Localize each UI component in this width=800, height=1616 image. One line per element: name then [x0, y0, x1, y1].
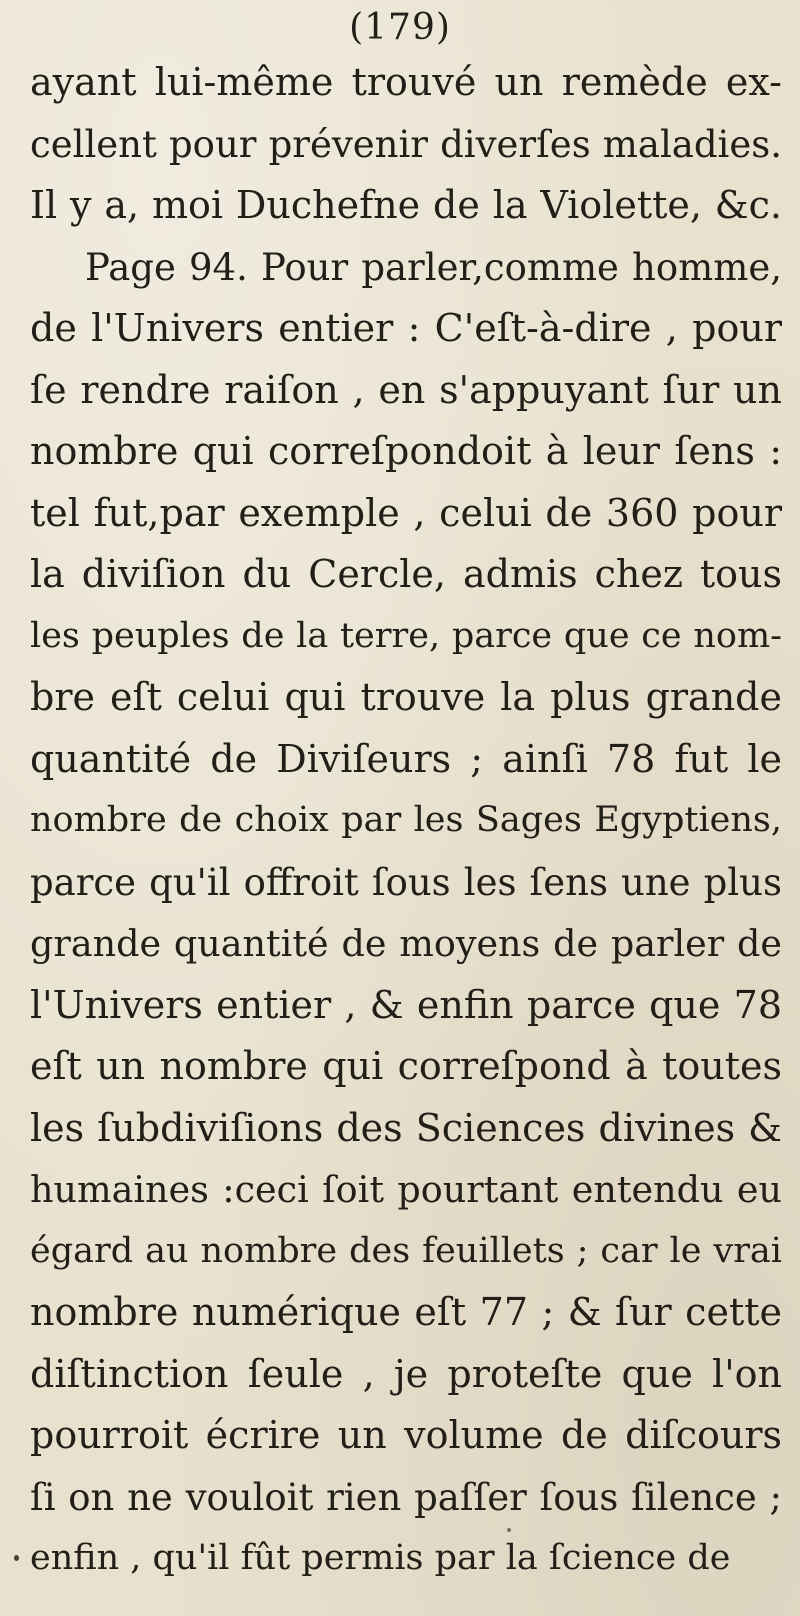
text-line-4: Page 94. Pour parler,comme homme, — [85, 245, 782, 289]
text-line-20: égard au nombre des feuillets ; car le vrai — [30, 1230, 782, 1271]
text-line-11: bre eſt celui qui trouve la plus grande — [30, 675, 782, 719]
text-line-2: cellent pour prévenir diverſes maladies. — [30, 122, 782, 166]
text-line-24: ſi on ne vouloit rien paſſer ſous ſilence ; — [30, 1475, 782, 1519]
text-line-5: de l'Univers entier : C'eſt-à-dire , pour — [30, 306, 782, 350]
text-line-21: nombre numérique eſt 77 ; & ſur cette — [30, 1290, 782, 1334]
text-line-13: nombre de choix par les Sages Egyptiens, — [30, 800, 782, 840]
text-line-19: humaines :ceci ſoit pourtant entendu eu — [30, 1168, 782, 1211]
text-line-10: les peuples de la terre, parce que ce nom- — [30, 615, 782, 656]
text-line-23: pourroit écrire un volume de diſcours — [30, 1413, 782, 1457]
text-line-25: enfin , qu'il fût permis par la ſcience de — [30, 1538, 731, 1578]
text-line-8: tel fut,par exemple , celui de 360 pour — [30, 490, 782, 535]
text-line-1: ayant lui-même trouvé un remède ex- — [30, 60, 782, 104]
text-line-22: diſtinction ſeule , je proteſte que l'on — [30, 1351, 782, 1396]
text-line-15: grande quantité de moyens de parler de — [30, 922, 782, 965]
text-line-18: les ſubdiviſions des Sciences divines & — [30, 1105, 782, 1150]
body-text — [30, 52, 782, 1590]
text-line-6: ſe rendre raiſon , en s'appuyant ſur un — [30, 367, 782, 412]
text-line-7: nombre qui correſpondoit à leur ſens : — [30, 429, 782, 473]
ink-speck — [14, 1555, 19, 1561]
text-line-12: quantité de Diviſeurs ; ainſi 78 fut le — [30, 736, 782, 781]
text-line-3: Il y a, moi Duchefne de la Violette, &c. — [30, 183, 782, 227]
ink-speck — [507, 1528, 511, 1532]
text-line-9: la diviſion du Cercle, admis chez tous — [30, 552, 782, 596]
page-number: (179) — [349, 7, 451, 48]
text-line-17: eſt un nombre qui correſpond à toutes — [30, 1044, 782, 1088]
text-line-16: l'Univers entier , & enfin parce que 78 — [30, 982, 782, 1027]
text-line-14: parce qu'il offroit ſous les ſens une plus — [30, 860, 782, 904]
